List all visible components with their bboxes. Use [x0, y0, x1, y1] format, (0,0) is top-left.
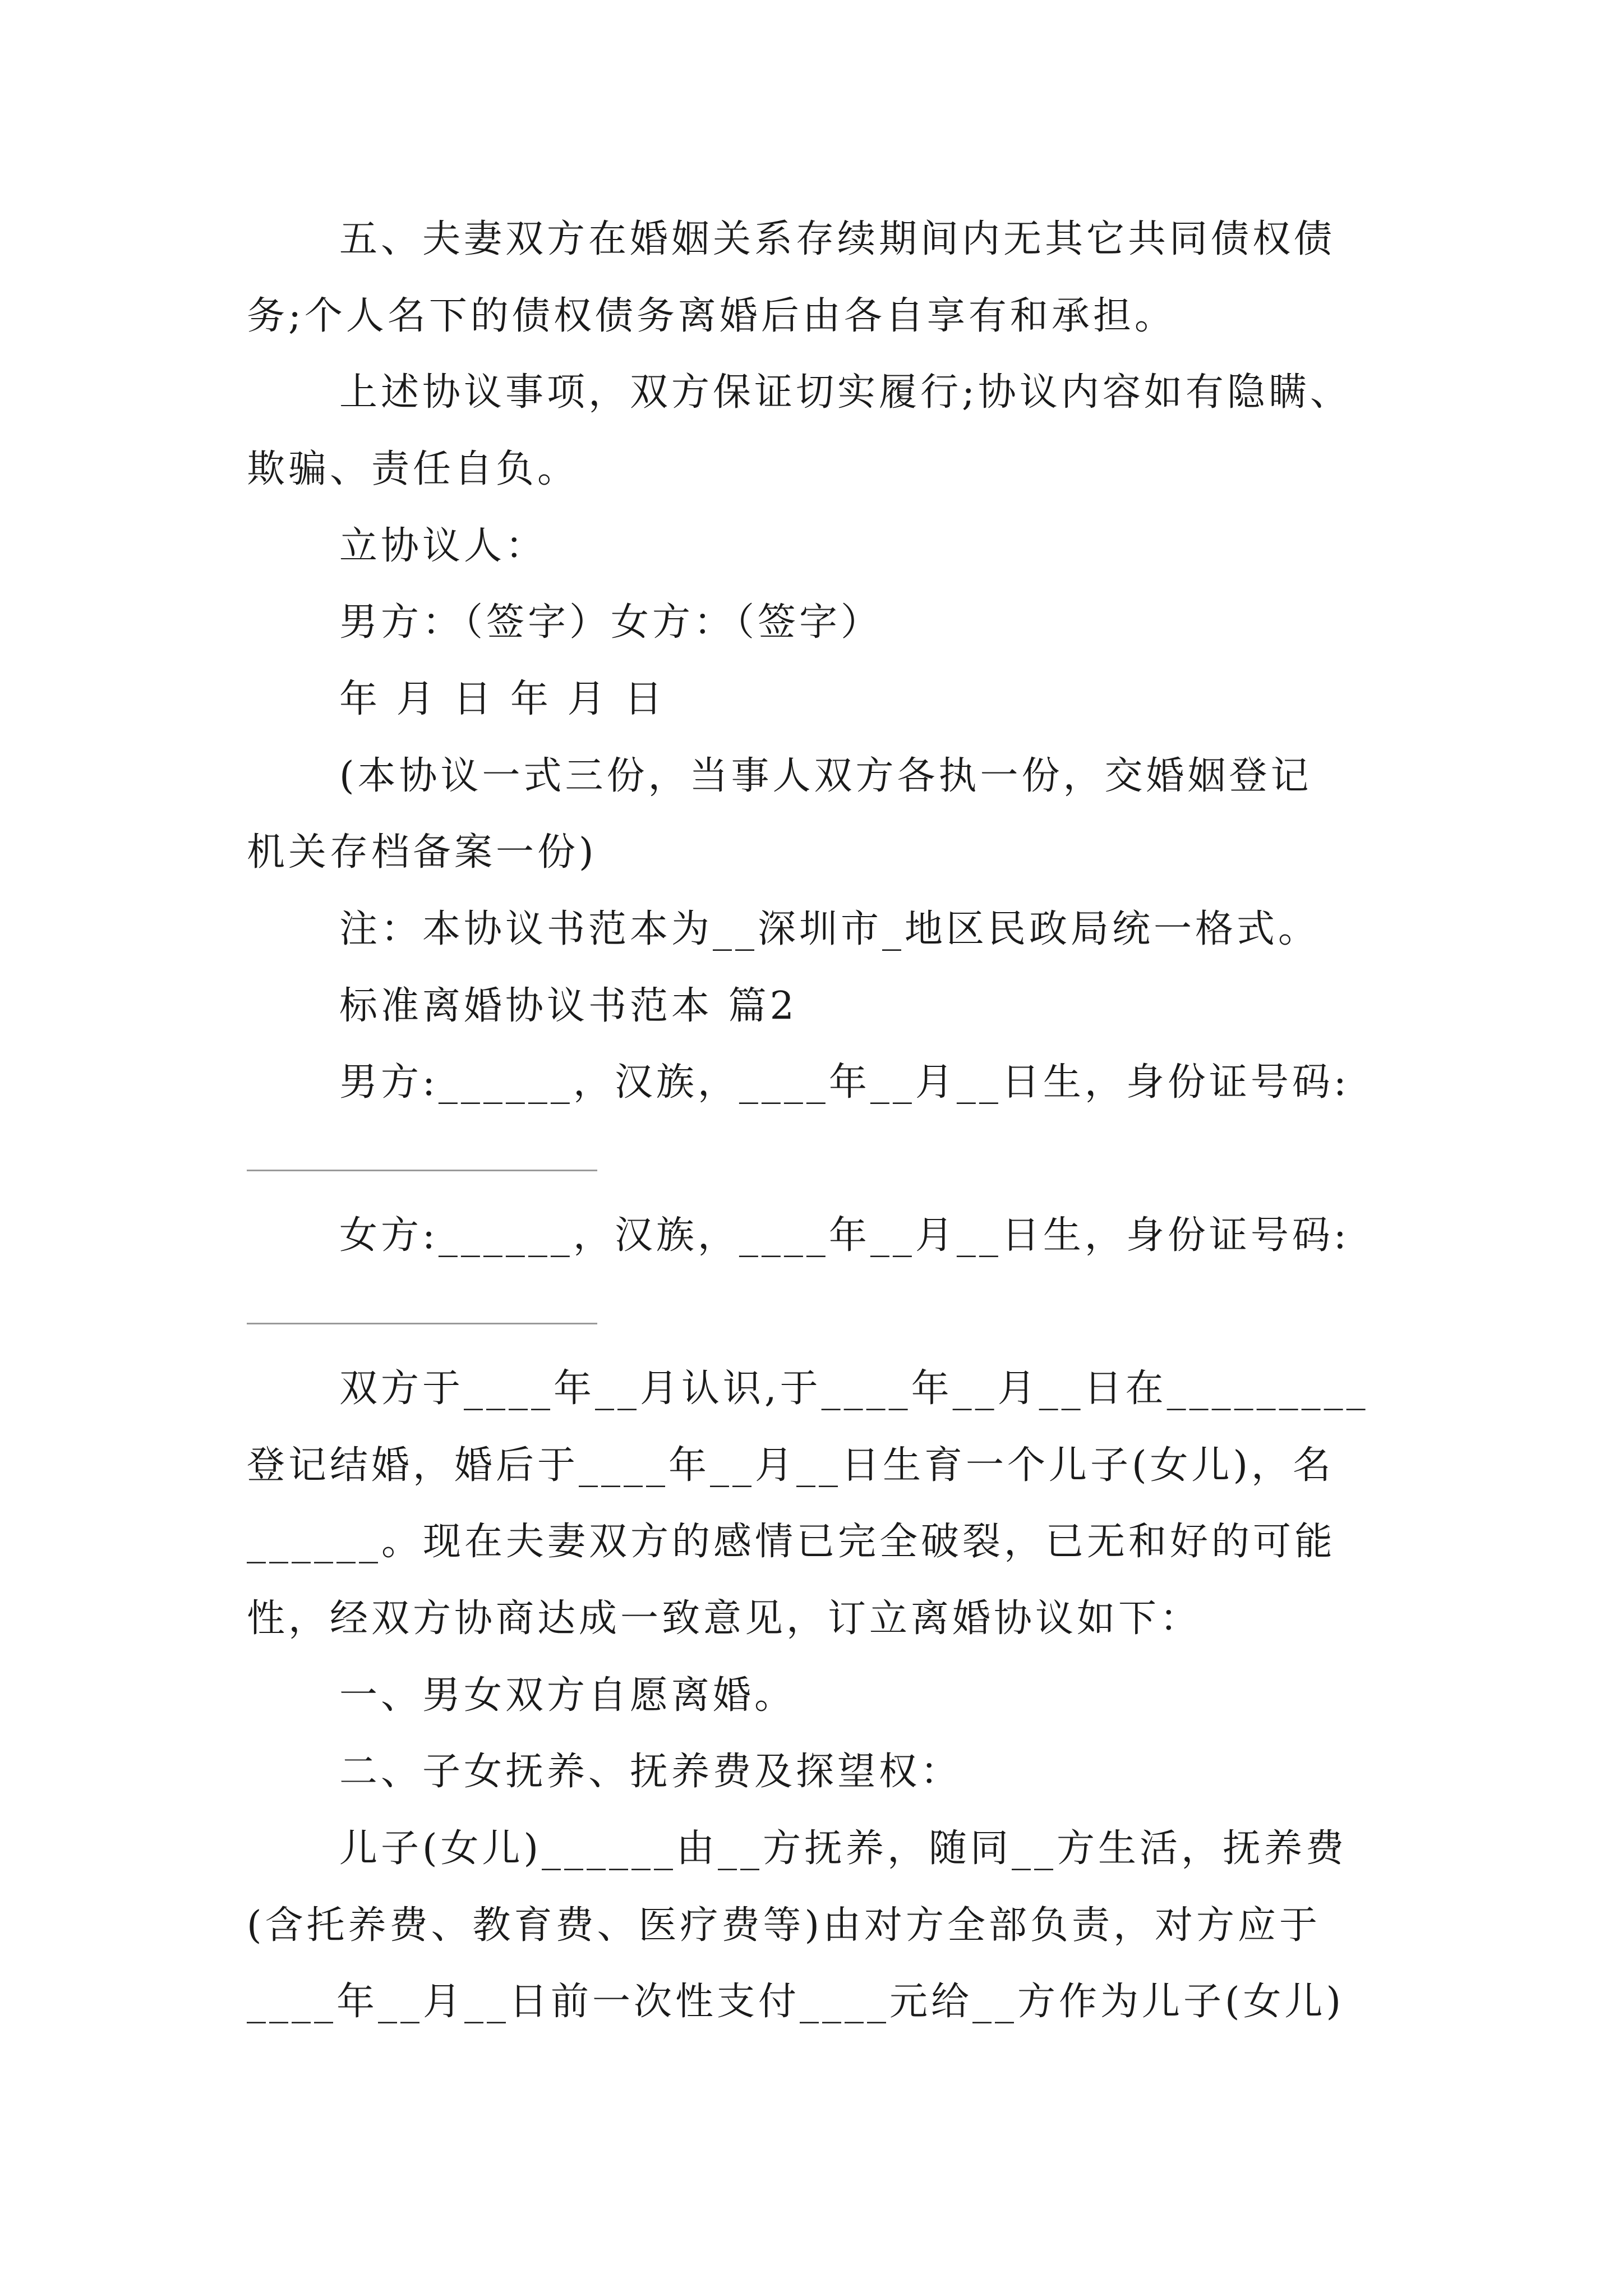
party-line-male: 男方:______，汉族，____年__月__日生，身份证号码:: [339, 1060, 1350, 1105]
paragraph-line: (含托养费、教育费、医疗费等)由对方全部负责，对方应于: [247, 1903, 1321, 1948]
id-number-blank: [247, 1323, 597, 1324]
paragraph-line: 五、夫妻双方在婚姻关系存续期间内无其它共同债权债: [339, 217, 1336, 261]
signature-line: 男方：（签字）女方：（签字）: [339, 600, 883, 645]
note-line: 注：本协议书范本为__深圳市_地区民政局统一格式。: [339, 907, 1320, 951]
paragraph-line: 性，经双方协商达成一致意见，订立离婚协议如下：: [247, 1596, 1202, 1641]
paragraph-line: 立协议人：: [339, 524, 547, 568]
paragraph-line: ____年__月__日前一次性支付____元给__方作为儿子(女儿): [247, 1980, 1345, 2024]
paragraph-line: 双方于____年__月认识,于____年__月__日在_________: [339, 1366, 1369, 1411]
section-heading: 标准离婚协议书范本 篇2: [339, 984, 797, 1028]
date-line: 年 月 日 年 月 日: [339, 677, 666, 721]
paragraph-line: 儿子(女儿)______由__方抚养，随同__方生活，抚养费: [339, 1826, 1348, 1871]
paragraph-line: (本协议一式三份，当事人双方各执一份，交婚姻登记: [339, 754, 1312, 798]
paragraph-line: 务;个人名下的债权债务离婚后由各自享有和承担。: [247, 294, 1176, 338]
paragraph-line: 机关存档备案一份): [247, 830, 597, 875]
clause-line: 一、男女双方自愿离婚。: [339, 1673, 796, 1718]
clause-line: 二、子女抚养、抚养费及探望权：: [339, 1750, 962, 1794]
paragraph-line: 登记结婚，婚后于____年__月__日生育一个儿子(女儿)，名: [247, 1443, 1335, 1488]
paragraph-line: 上述协议事项，双方保证切实履行;协议内容如有隐瞒、: [339, 370, 1352, 415]
id-number-blank: [247, 1170, 597, 1171]
party-line-female: 女方:______，汉族，____年__月__日生，身份证号码:: [339, 1213, 1350, 1258]
paragraph-line: 欺骗、责任自负。: [247, 447, 579, 491]
paragraph-line: ______。现在夫妻双方的感情已完全破裂，已无和好的可能: [247, 1520, 1336, 1564]
